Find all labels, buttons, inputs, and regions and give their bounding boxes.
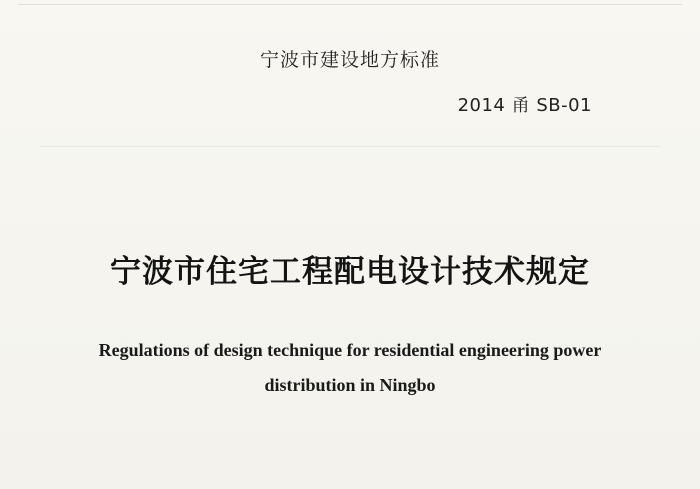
top-border-line [18,4,682,5]
english-title-line-2: distribution in Ningbo [264,375,436,395]
chinese-title: 宁波市住宅工程配电设计技术规定 [110,254,590,290]
separator-line [40,146,660,147]
english-title-line-1: Regulations of design technique for residential engineering power [98,340,602,360]
issuer-heading: 宁波市建设地方标准 [259,49,440,71]
standard-code: 2014 甬 SB-01 [457,95,592,116]
